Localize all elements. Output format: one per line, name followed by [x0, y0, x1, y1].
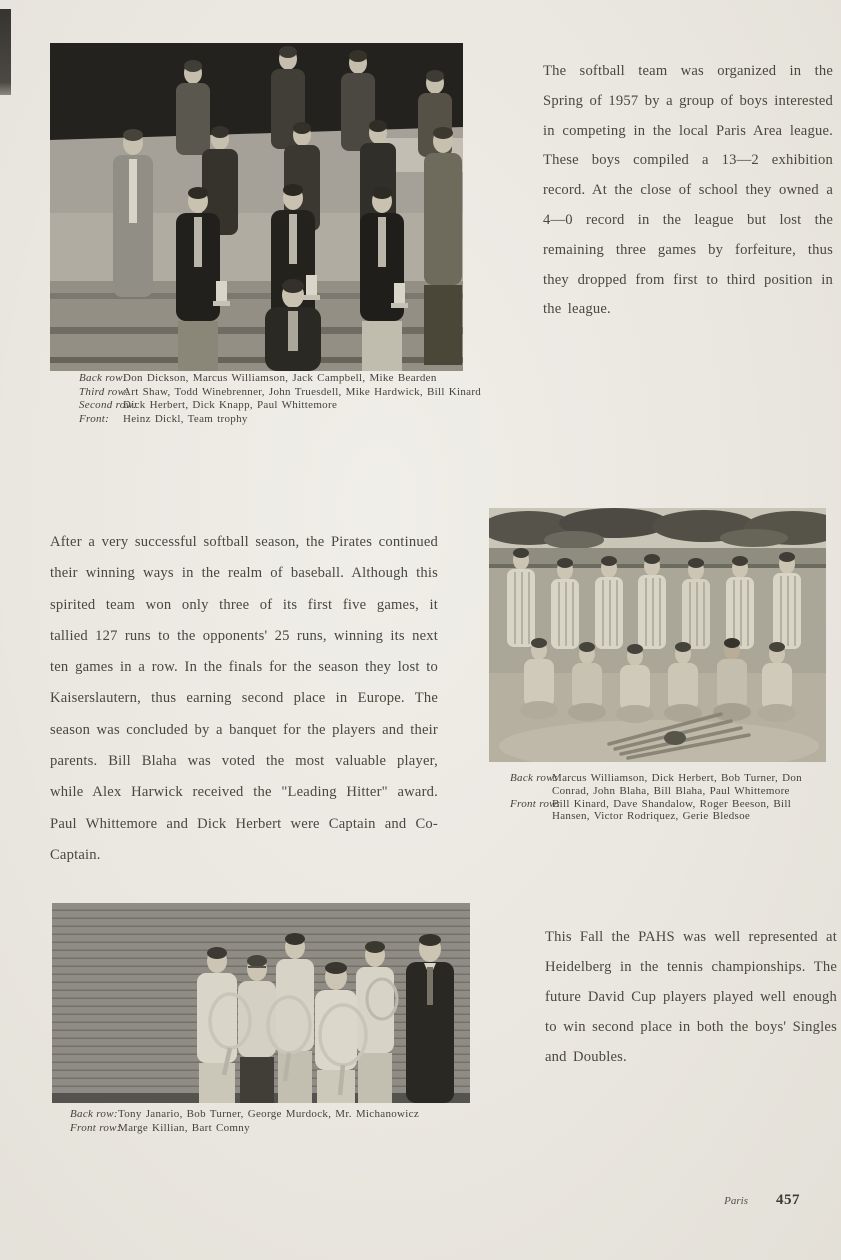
- footer-place-label: Paris: [724, 1195, 748, 1207]
- caption-row: [70, 1121, 500, 1135]
- caption-row-names: Bill Kinard, Dave Shandalow, Roger Beeson, Bill Hansen, Victor Rodriquez, Gerie Bledsoe: [552, 797, 792, 823]
- tennis-paragraph: This Fall the PAHS was well represented at Heidelberg in the tennis championships. The future David Cup players played well enough to win second place in both the boys' Singles and Doubles.: [545, 929, 837, 1065]
- caption-row: [79, 386, 509, 400]
- caption-row: [510, 772, 840, 798]
- softball-photo-caption: [79, 372, 509, 426]
- coach-figure: [406, 934, 454, 1103]
- caption-row-names: Art Shaw, Todd Winebrenner, John Truesdell, Mike Hardwick, Bill Kinard: [123, 385, 482, 398]
- caption-row-label: Front:: [79, 412, 110, 425]
- page-footer: [660, 1192, 800, 1209]
- baseball-team-photo: [489, 508, 826, 762]
- caption-row-names: Marge Killian, Bart Comny: [118, 1122, 250, 1135]
- page-number: 457: [776, 1192, 800, 1208]
- caption-row-label: Front row:: [70, 1122, 121, 1135]
- baseball-paragraph: After a very successful softball season, the Pirates continued their winning ways in the realm of baseball. Although this spirited team won only three of its first five games, it tallied 127 runs to the opponents' 25 runs, winning its next ten games in a row. In the finals for the season they lost to Kaiserslautern, thus earning second place in Europe. The season was concluded by a banquet for the players and their parents. Bill Blaha was voted the most valuable player, while Alex Harwick received the "Leading Hitter" award. Paul Whittemore and Dick Herbert were Captain and Co-Captain.: [50, 534, 438, 863]
- caption-row-names: Don Dickson, Marcus Williamson, Jack Campbell, Mike Bearden: [123, 372, 437, 384]
- caption-row-names: Dick Herbert, Dick Knapp, Paul Whittemore: [123, 399, 338, 412]
- caption-row-names: Heinz Dickl, Team trophy: [123, 412, 248, 425]
- caption-row: [79, 413, 509, 427]
- tennis-team-photo: [52, 903, 470, 1103]
- caption-row: [79, 372, 509, 386]
- softball-paragraph: The softball team was organized in the Spring of 1957 by a group of boys interested in competing in the local Paris Area league. These boys compiled a 13—2 exhibition record. At the close of school they owned a 4—0 record in the league but lost the remaining three games by forfeiture, thus they dropped from first to third position in the league.: [543, 63, 833, 318]
- caption-row-label: Third row:: [79, 385, 130, 398]
- caption-row-label: Back row:: [70, 1108, 118, 1120]
- caption-row-label: Back row:: [510, 772, 558, 784]
- caption-row-names: Marcus Williamson, Dick Herbert, Bob Turner, Don Conrad, John Blaha, Bill Blaha, Paul Whittemore: [552, 772, 802, 797]
- baseball-photo-caption: [510, 772, 840, 823]
- scan-edge-artifact: [0, 9, 11, 95]
- baseball-glove: [664, 731, 686, 745]
- softball-photo-illustration: [50, 43, 463, 371]
- softball-team-photo: [50, 43, 463, 371]
- caption-row: [70, 1107, 500, 1121]
- caption-row: [79, 399, 509, 413]
- baseball-photo-illustration: [489, 508, 826, 762]
- caption-row-names: Tony Janario, Bob Turner, George Murdock, Mr. Michanowicz: [118, 1108, 420, 1120]
- caption-row-label: Back row:: [79, 372, 127, 384]
- tennis-photo-caption: [70, 1107, 500, 1135]
- caption-row: [510, 798, 840, 824]
- tennis-photo-illustration: [52, 903, 470, 1103]
- caption-row-label: Second row:: [79, 399, 138, 412]
- caption-row-label: Front row:: [510, 797, 561, 810]
